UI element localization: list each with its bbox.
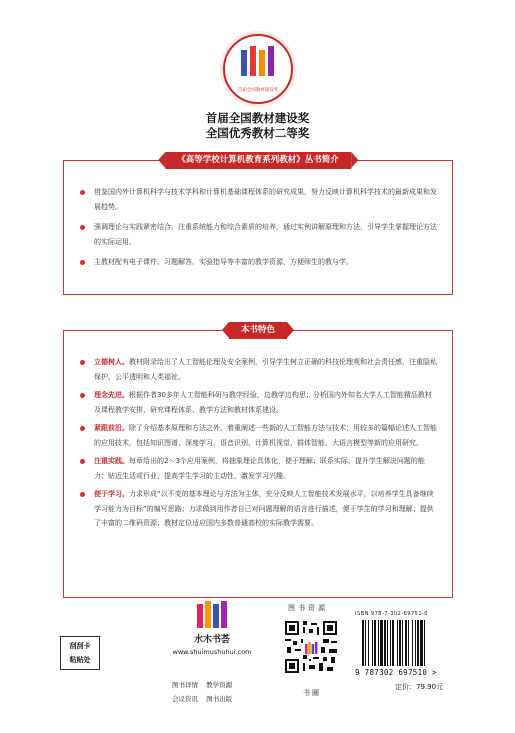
barcode-stripe	[417, 620, 419, 666]
award-line-2: 全国优秀教材二等奖	[205, 126, 310, 140]
publisher-link: 图书详情	[172, 681, 198, 689]
award-seal	[223, 34, 293, 104]
barcode-stripe	[384, 620, 386, 666]
feature-text: 教材附录给出了人工智能伦理及安全案例，引导学生树立正确的科技伦理观和社会责任感，注重隐私保护、公平透明和人类福祉。	[94, 358, 437, 381]
award-logo-icon	[237, 44, 281, 84]
book-features-title: 本书特色	[229, 322, 287, 339]
list-item	[80, 487, 438, 531]
list-item: 主教材配有电子课件、习题解答、实验指导等丰富的教学资源，方便师生的教与学。	[80, 255, 438, 270]
publisher-link: 图书出版	[206, 695, 233, 703]
barcode-stripe	[408, 620, 409, 666]
barcode-stripe	[378, 620, 379, 666]
qr-center-logo	[303, 639, 319, 655]
book-features-list	[80, 355, 438, 535]
barcode-stripe	[402, 620, 403, 666]
feature-keyword: 紧跟前沿。	[94, 424, 129, 432]
list-item	[80, 355, 438, 384]
list-item: 借鉴国内外计算机科学与技术学科和计算机基础课程体系的研究成果，努力反映计算机科学技术的最新成果和发展趋势。	[80, 185, 438, 214]
bullet-dot-icon	[80, 426, 85, 431]
barcode-stripe	[412, 620, 413, 666]
list-item	[80, 388, 438, 417]
qr-caption: 书圈	[303, 689, 321, 697]
publisher-link: 会议资讯	[172, 695, 198, 703]
barcode-stripe	[424, 620, 425, 666]
publisher-url: www.shuimushuhui.com	[172, 648, 252, 656]
barcode-stripe	[368, 620, 369, 666]
bullet-dot-icon	[80, 260, 85, 265]
scratch-card-area	[60, 636, 100, 670]
award-line-1: 首届全国教材建设奖	[205, 111, 310, 125]
series-intro-box	[63, 155, 453, 295]
scratch-card-label: 粘贴处	[69, 656, 91, 664]
isbn-text: ISBN 978-7-302-69751-0	[355, 611, 428, 617]
barcode-stripe	[372, 620, 373, 666]
barcode-stripe	[399, 620, 401, 666]
bullet-dot-icon	[80, 225, 85, 230]
barcode-stripe	[415, 620, 416, 666]
barcode-stripe	[362, 620, 364, 666]
publisher-link: 教学资源	[206, 681, 233, 689]
bullet-dot-icon	[80, 190, 85, 195]
barcode-stripe	[380, 620, 383, 666]
feature-keyword: 便于学习。	[94, 490, 129, 498]
publisher-logo-icon	[304, 641, 318, 655]
barcode-stripe	[390, 620, 391, 666]
publisher-logo-icon	[196, 600, 228, 630]
barcode-icon	[362, 620, 452, 666]
resources-title: 图书资源	[288, 604, 328, 612]
barcode-stripe	[374, 620, 376, 666]
list-item	[80, 454, 438, 483]
bullet-dot-icon	[80, 360, 85, 365]
seal-text: 首届全国教材建设奖	[237, 88, 279, 93]
barcode-stripe	[420, 620, 423, 666]
barcode-stripe	[397, 620, 398, 666]
feature-text: 力求形成“以不变的基本理论与方法为主体，充分反映人工智能技术发展水平，以培养学生具备继续学习能力为目标”的编写思路；力求做到用作者自己对问题理解的语言进行描述，便于学生的学习和理解；提供了丰富的二维码资源；教材定位适应国内多数普通高校的实际教学需要。	[94, 490, 434, 527]
barcode-stripe	[392, 620, 394, 666]
barcode-stripe	[405, 620, 407, 666]
publisher-links-row	[172, 680, 272, 689]
publisher-name: 水木书荟	[193, 635, 230, 645]
feature-keyword: 理念先进。	[94, 391, 129, 399]
bullet-dot-icon	[80, 393, 85, 398]
list-item	[80, 421, 438, 450]
bullet-dot-icon	[80, 492, 85, 497]
series-intro-list	[80, 185, 438, 276]
series-intro-title: 《高等学校计算机教育系列教材》丛书简介	[165, 152, 351, 169]
bullet-dot-icon	[80, 459, 85, 464]
price-text: 定价：79.90元	[395, 683, 444, 691]
publisher-links-row	[172, 694, 272, 703]
scratch-card-label: 刮刮卡	[69, 642, 91, 650]
book-features-box	[63, 325, 453, 598]
feature-text: 每章给出的2～3个应用案例，将抽象理论具体化，便于理解；联系实际，提升学生解决问题的能力；贴近生活或行业，提高学生学习的主动性，激发学习兴趣。	[94, 457, 425, 480]
barcode-digits: 9 787302 697510 >	[355, 668, 437, 677]
feature-keyword: 立德树人。	[94, 358, 129, 366]
list-item: 强调理论与实践紧密结合，注重系统能力和综合素质的培养，通过实例讲解原理和方法，引导学生掌握理论方法的实际运用。	[80, 220, 438, 249]
publisher-block	[172, 600, 252, 656]
barcode-stripe	[365, 620, 366, 666]
feature-text: 除了介绍基本原理和方法之外，着重阐述一些新的人工智能方法与技术；用较多的篇幅论述人工智能的应用技术，包括知识图谱、深度学习、语音识别、计算机视觉、群体智能、大语言模型等新的应用研究。	[94, 424, 437, 447]
barcode-stripe	[387, 620, 388, 666]
feature-text: 根据作者30多年人工智能科研与教学经验，边教学边构思；分析国内外知名大学人工智能精品教材及课程教学安排，研究课程体系、教学方法和教材体系建设。	[94, 391, 432, 414]
feature-keyword: 注重实践。	[94, 457, 129, 465]
